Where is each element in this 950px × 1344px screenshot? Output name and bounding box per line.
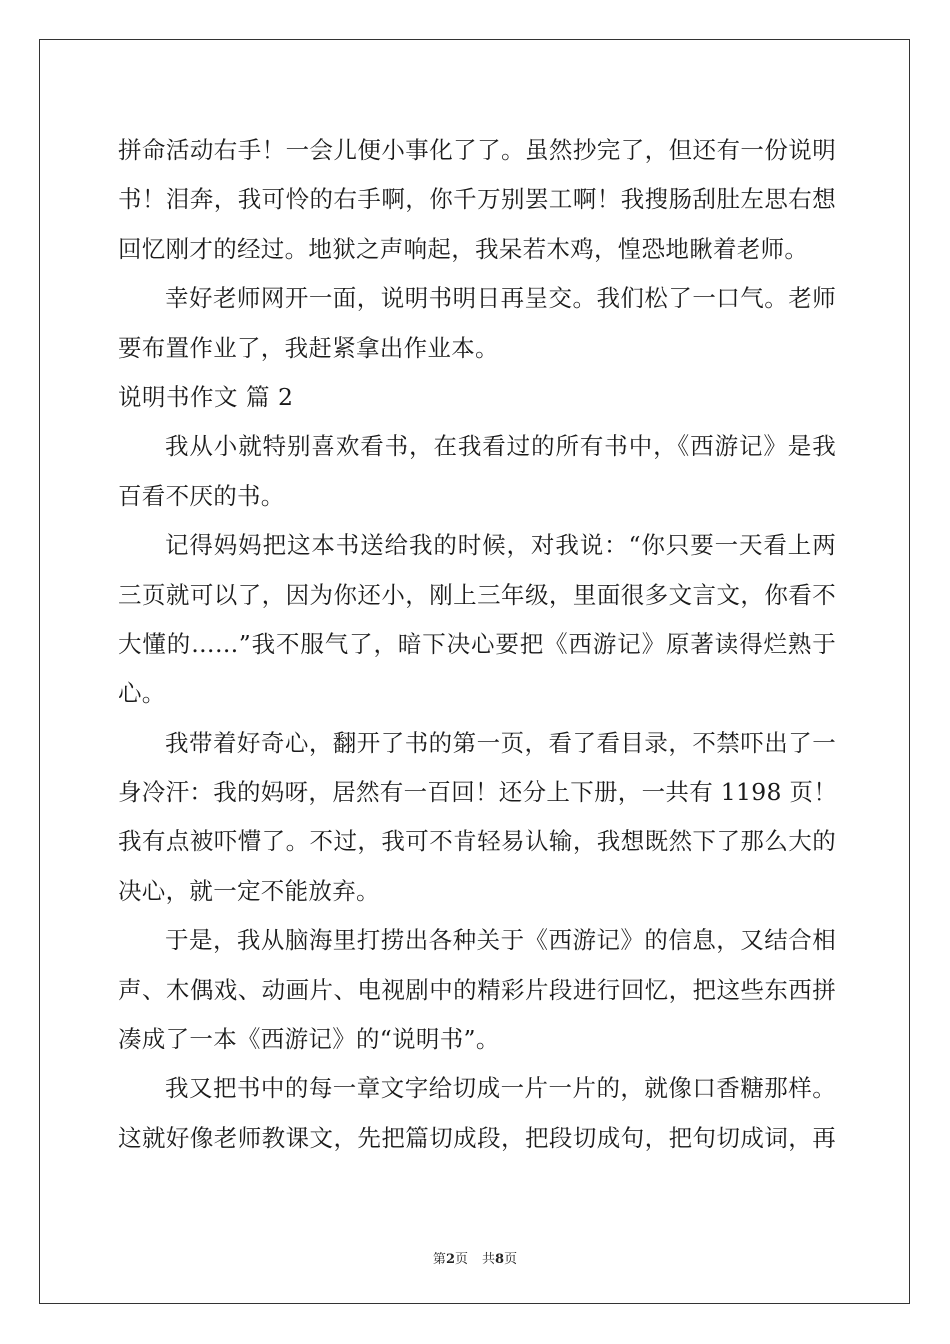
- total-prefix: 共: [482, 1252, 496, 1267]
- text-line: 于是，我从脑海里打捞出各种关于《西游记》的信息，又结合相: [165, 926, 836, 955]
- total-suffix: 页: [504, 1252, 518, 1267]
- text-line: 幸好老师网开一面，说明书明日再呈交。我们松了一口气。老师: [165, 284, 836, 313]
- text-line: 百看不厌的书。: [118, 481, 285, 510]
- text-line: 书！泪奔，我可怜的右手啊，你千万别罢工啊！我搜肠刮肚左思右想: [118, 185, 836, 214]
- text-line: 我带着好奇心，翻开了书的第一页，看了看目录，不禁吓出了一: [165, 728, 836, 757]
- text-line: 三页就可以了，因为你还小，刚上三年级，里面很多文言文，你看不: [118, 580, 836, 609]
- text-line: 回忆刚才的经过。地狱之声响起，我呆若木鸡，惶恐地瞅着老师。: [118, 234, 809, 263]
- text-line: 拼命活动右手！一会儿便小事化了了。虽然抄完了，但还有一份说明: [118, 136, 836, 164]
- text-line: 凑成了一本《西游记》的“说明书”。: [118, 1025, 500, 1054]
- text-line: 我从小就特别喜欢看书，在我看过的所有书中，《西游记》是我: [165, 432, 836, 461]
- text-line: 决心，就一定不能放弃。: [118, 876, 380, 905]
- page-number: 2: [445, 1252, 455, 1267]
- document-body: [118, 126, 836, 1163]
- page-prefix: 第: [432, 1252, 446, 1267]
- page-suffix: 页: [454, 1252, 468, 1267]
- page-footer: [0, 1248, 950, 1267]
- text-line: 心。: [118, 679, 166, 708]
- text-line: 我有点被吓懵了。不过，我可不肯轻易认输，我想既然下了那么大的: [118, 827, 836, 856]
- text-line: 要布置作业了，我赶紧拿出作业本。: [118, 333, 499, 362]
- text-line: 大懂的……”我不服气了，暗下决心要把《西游记》原著读得烂熟于: [118, 629, 836, 658]
- total-pages: 8: [495, 1252, 505, 1267]
- text-line: 我又把书中的每一章文字给切成一片一片的，就像口香糖那样。: [165, 1074, 836, 1103]
- text-line: 记得妈妈把这本书送给我的时候，对我说：“你只要一天看上两: [165, 531, 836, 560]
- text-line: 身冷汗：我的妈呀，居然有一百回！还分上下册，一共有 1198 页！: [118, 778, 838, 807]
- text-line: 声、木偶戏、动画片、电视剧中的精彩片段进行回忆，把这些东西拼: [118, 975, 836, 1004]
- text-line: 这就好像老师教课文，先把篇切成段，把段切成句，把句切成词，再: [118, 1123, 836, 1152]
- section-heading: 说明书作文 篇 2: [118, 382, 294, 411]
